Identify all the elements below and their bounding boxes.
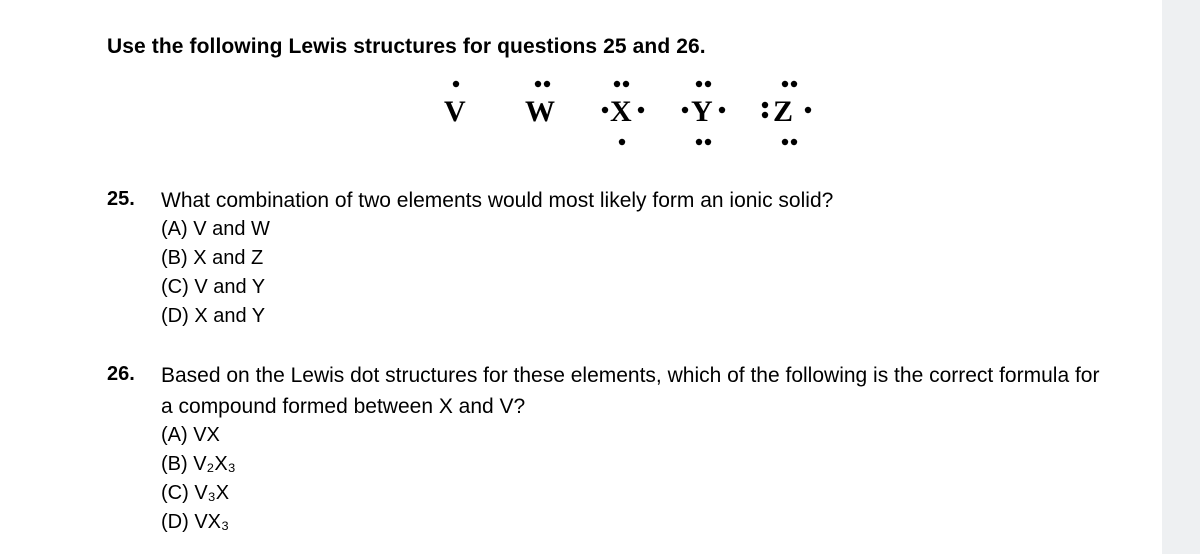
element-symbol-w: W	[525, 95, 555, 128]
question-25-number: 25.	[107, 188, 135, 210]
lewis-structure-v	[444, 81, 466, 128]
lewis-structure-y	[682, 81, 725, 145]
page-margin-strip	[1162, 0, 1200, 554]
instructions-heading: Use the following Lewis structures for questions 25 and 26.	[107, 35, 706, 58]
question-26-number: 26.	[107, 363, 135, 385]
lewis-structure-x	[602, 81, 644, 145]
lewis-structure-z	[762, 81, 811, 145]
element-symbol-x: X	[610, 95, 632, 128]
element-symbol-v: V	[444, 95, 466, 128]
question-26-choice-b: (B) V₂X₃	[161, 453, 236, 475]
element-symbol-z: Z	[773, 95, 794, 128]
lewis-structure-w	[525, 81, 555, 128]
question-25-choice-d: (D) X and Y	[161, 305, 266, 327]
question-26-choice-c: (C) V₃X	[161, 482, 230, 504]
question-25-choice-c: (C) V and Y	[161, 276, 266, 298]
question-25-choice-b: (B) X and Z	[161, 247, 264, 269]
question-26-text-line2: a compound formed between X and V?	[161, 395, 526, 418]
question-26-choice-d: (D) VX₃	[161, 511, 230, 533]
question-25-choice-a: (A) V and W	[161, 218, 270, 240]
lewis-structures-figure	[430, 70, 850, 160]
question-26-text-line1: Based on the Lewis dot structures for these elements, which of the following is the correct formula for	[161, 364, 1100, 387]
question-25-text: What combination of two elements would most likely form an ionic solid?	[161, 189, 834, 212]
element-symbol-y: Y	[691, 95, 713, 128]
question-26-choice-a: (A) VX	[161, 424, 220, 446]
